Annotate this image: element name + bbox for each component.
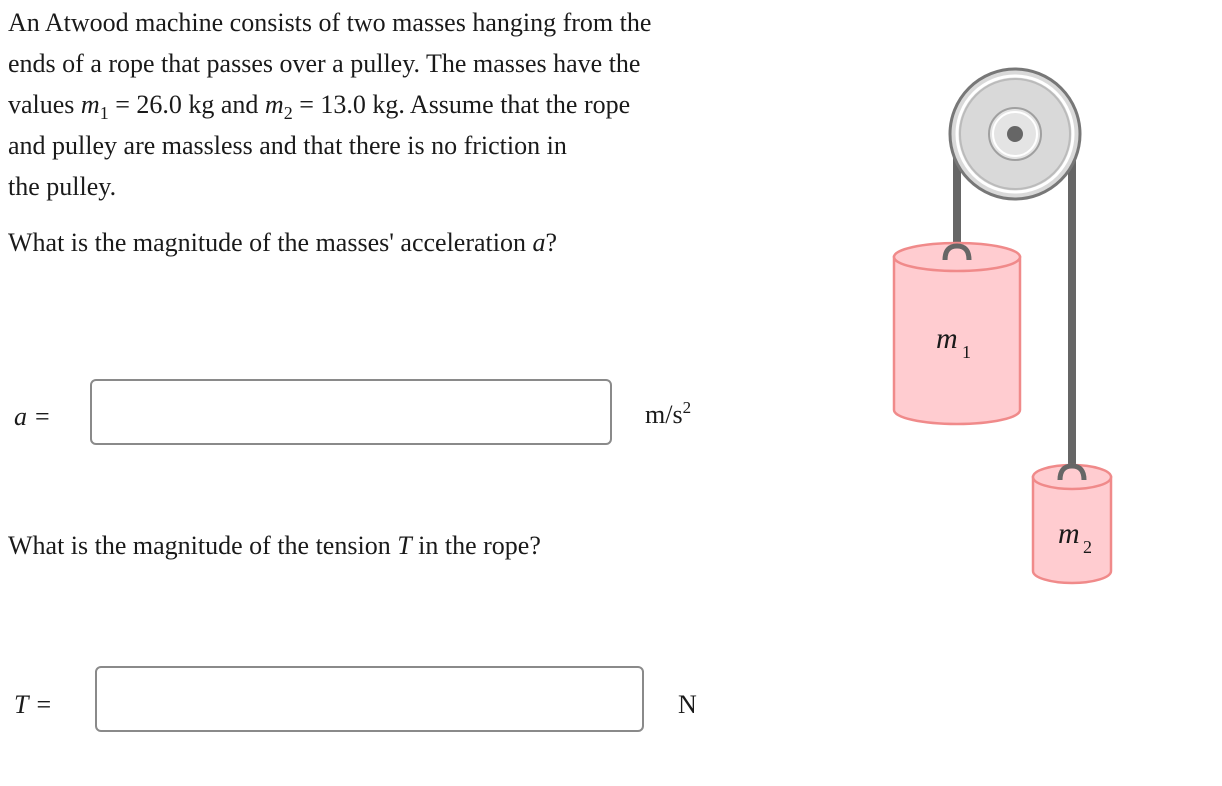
mass-2-subscript: 2 <box>1083 537 1092 557</box>
acceleration-unit: $m/s^2$ <box>645 398 692 429</box>
pulley-axle-icon <box>1007 126 1023 142</box>
tension-label: T = <box>14 690 52 719</box>
mass-1-subscript: 1 <box>962 342 971 362</box>
mass-1 <box>894 243 1020 424</box>
problem-line-4: and pulley are massless and that there is no friction in <box>8 131 567 160</box>
pulley <box>950 69 1080 199</box>
question-tension: What is the magnitude of the tension T in the rope? <box>8 531 541 560</box>
problem-line-5: the pulley. <box>8 172 117 201</box>
mass-2 <box>1033 465 1111 583</box>
m2-symbol: m <box>264 90 284 119</box>
mass-2-label: m <box>1058 517 1080 550</box>
problem-line-2: ends of a rope that passes over a pulley. The masses have the <box>8 49 641 78</box>
mass-1-label: m <box>936 322 958 355</box>
question-acceleration: What is the magnitude of the masses' acceleration a? <box>8 228 558 257</box>
problem-line-1: An Atwood machine consists of two masses hanging from the <box>8 8 652 37</box>
acceleration-label: a = <box>14 402 50 431</box>
tension-unit: N <box>678 690 697 719</box>
problem-line-3: values $m_1 = 26.0$ kg and $m_2 = 13.0$ kg. Assume that the rope <box>8 90 631 123</box>
m1-symbol: m <box>80 90 100 119</box>
